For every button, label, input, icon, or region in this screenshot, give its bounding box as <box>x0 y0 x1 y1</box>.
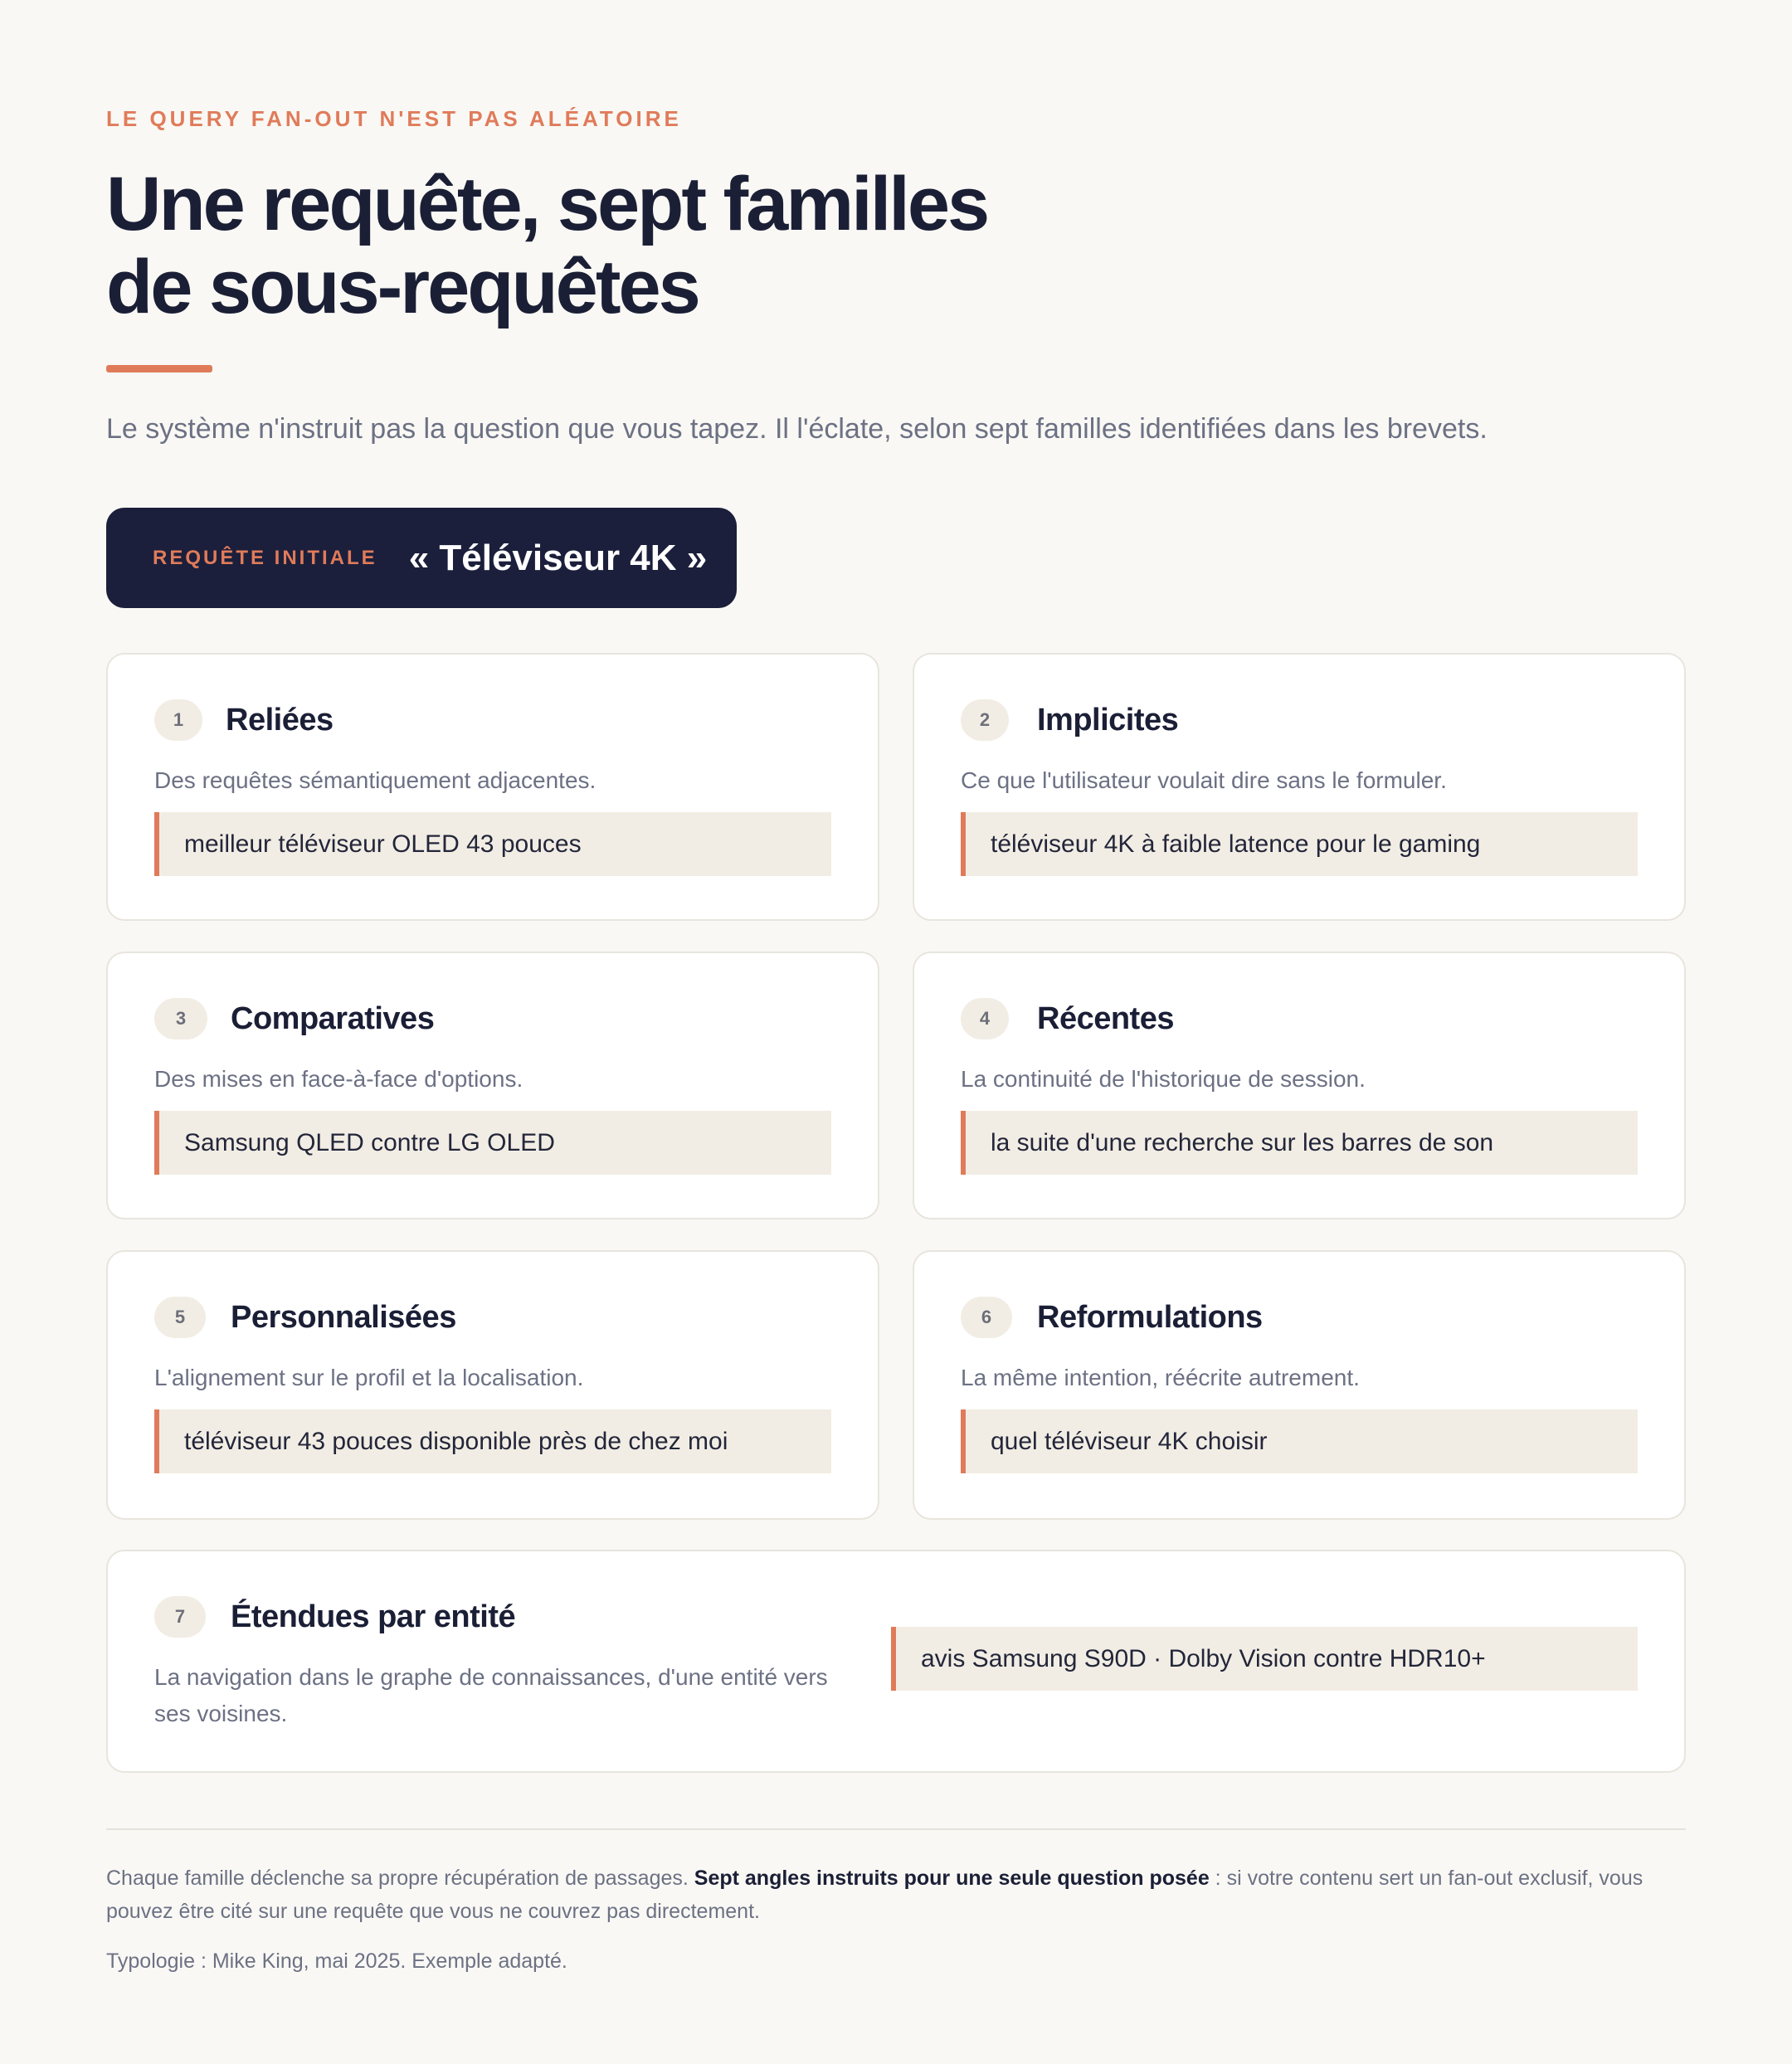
family-card-comparative <box>106 952 879 1219</box>
family-card-entity-expanded <box>106 1550 1686 1773</box>
page-title-line-1: Une requête, sept familles <box>106 162 988 246</box>
footer-note-start: Chaque famille déclenche sa propre récupération de passages. <box>106 1867 694 1890</box>
family-example-query: la suite d'une recherche sur les barres de son <box>961 1111 1638 1175</box>
family-example-query: téléviseur 43 pouces disponible près de chez moi <box>154 1409 831 1473</box>
family-description: La même intention, réécrite autrement. <box>961 1365 1360 1390</box>
family-name: Étendues par entité <box>231 1599 516 1634</box>
family-card-recent <box>913 952 1686 1219</box>
family-number-badge: 2 <box>961 699 1009 741</box>
family-card-reformulation <box>913 1250 1686 1520</box>
family-example-query: avis Samsung S90D · Dolby Vision contre HDR10+ <box>891 1627 1638 1691</box>
family-number-badge: 6 <box>961 1297 1012 1338</box>
family-description: Ce que l'utilisateur voulait dire sans le formuler. <box>961 767 1447 793</box>
family-name: Comparatives <box>231 1001 435 1036</box>
page-title-line-2: de sous-requêtes <box>106 245 699 329</box>
page-title <box>106 163 1268 329</box>
family-description: L'alignement sur le profil et la localisation. <box>154 1365 584 1390</box>
family-example-query: meilleur téléviseur OLED 43 pouces <box>154 812 831 876</box>
family-example-query: quel téléviseur 4K choisir <box>961 1409 1638 1473</box>
source-credit: Typologie : Mike King, mai 2025. Exemple adapté. <box>106 1950 567 1973</box>
title-accent-bar <box>106 365 212 372</box>
family-card-related <box>106 653 879 921</box>
footer-divider <box>106 1828 1686 1830</box>
footer-note-end: : si votre contenu sert un fan-out exclusif, vous pouvez être cité sur une requête que vous ne couvrez pas directement. <box>106 1867 1643 1923</box>
initial-query-pill <box>106 508 737 608</box>
family-number-badge: 5 <box>154 1297 206 1338</box>
family-card-personalized <box>106 1250 879 1520</box>
footer-note-emphasis: Sept angles instruits pour une seule question posée <box>694 1867 1210 1890</box>
family-example-query: Samsung QLED contre LG OLED <box>154 1111 831 1175</box>
family-description: Des requêtes sémantiquement adjacentes. <box>154 767 597 793</box>
family-example-query: téléviseur 4K à faible latence pour le gaming <box>961 812 1638 876</box>
family-description: La continuité de l'historique de session. <box>961 1066 1366 1092</box>
family-name: Implicites <box>1037 703 1179 737</box>
family-number-badge: 1 <box>154 699 202 741</box>
footer-note <box>106 1862 1699 1928</box>
family-number-badge: 7 <box>154 1596 206 1638</box>
family-number-badge: 3 <box>154 998 207 1039</box>
family-name: Reliées <box>226 703 334 737</box>
family-description: La navigation dans le graphe de connaissances, d'une entité vers ses voisines. <box>154 1664 828 1726</box>
family-number-badge: 4 <box>961 998 1009 1039</box>
family-description: Des mises en face-à-face d'options. <box>154 1066 523 1092</box>
family-name: Récentes <box>1037 1001 1174 1036</box>
family-name: Personnalisées <box>231 1300 456 1335</box>
intro-text: Le système n'instruit pas la question que vous tapez. Il l'éclate, selon sept familles identifiées dans les brevets. <box>106 413 1488 445</box>
initial-query-label: REQUÊTE INITIALE <box>153 546 377 569</box>
family-name: Reformulations <box>1037 1300 1263 1335</box>
family-card-implicit <box>913 653 1686 921</box>
eyebrow-label: LE QUERY FAN-OUT N'EST PAS ALÉATOIRE <box>106 106 682 131</box>
initial-query-text: « Téléviseur 4K » <box>408 537 708 578</box>
